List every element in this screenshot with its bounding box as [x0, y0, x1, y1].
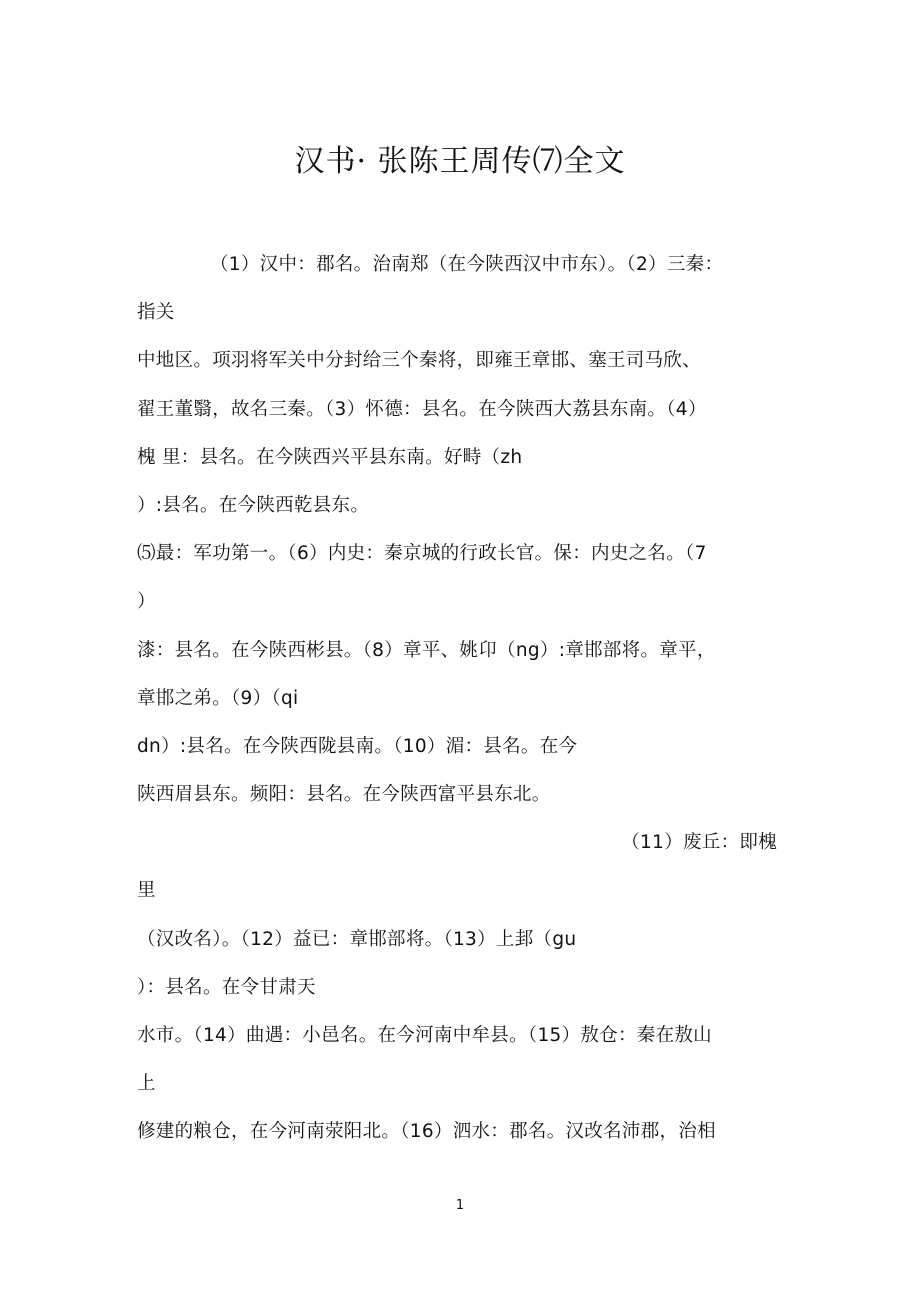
text-line: 翟王董翳，故名三秦。（3）怀德：县名。在今陕西大荔县东南。（4） — [137, 398, 707, 420]
text-line: dn）:县名。在今陕西陇县南。（10）湄：县名。在今 — [137, 735, 578, 757]
text-line: ）:县名。在今陕西乾县东。 — [137, 494, 370, 516]
text-line: ⑸最：军功第一。（6）内史：秦京城的行政长官。保：内史之名。（7 — [137, 543, 707, 565]
text-line: 指关 — [137, 302, 175, 324]
text-line: 章邯之弟。（9）（qi — [137, 687, 299, 709]
text-line: 上 — [137, 1073, 156, 1095]
text-line: （1）汉中：郡名。治南郑（在今陕西汉中市东）。（2）三秦： — [210, 254, 724, 275]
text-line: 中地区。项羽将军关中分封给三个秦将，即雍王章邯、塞王司马欣、 — [137, 350, 702, 372]
text-line: ） — [137, 591, 156, 613]
text-line: ）：县名。在令甘肃天 — [137, 976, 316, 998]
text-line: 漆：县名。在今陕西彬县。（8）章平、姚卬（ng）:章邯部将。章平， — [137, 639, 716, 661]
text-line: 里 — [137, 880, 156, 902]
text-line: （汉改名）。（12）益已：章邯部将。（13）上邽（gu — [137, 928, 577, 950]
text-line: 水市。（14）曲遇：小邑名。在今河南中牟县。（15）敖仓：秦在敖山 — [137, 1025, 712, 1046]
text-line: 槐 里：县名。在今陕西兴平县东南。好畤（zh — [137, 446, 523, 468]
text-line: 陕西眉县东。频阳：县名。在今陕西富平县东北。 — [137, 784, 551, 806]
document-title: 汉书· 张陈王周传⑺全文 — [294, 144, 626, 179]
text-line: 修建的粮仓，在今河南荥阳北。（16）泗水：郡名。汉改名沛郡，治相 — [137, 1121, 716, 1143]
text-line: （11）废丘：即槐 — [621, 832, 777, 854]
page-number: 1 — [455, 1198, 465, 1213]
document-body — [137, 241, 777, 1157]
